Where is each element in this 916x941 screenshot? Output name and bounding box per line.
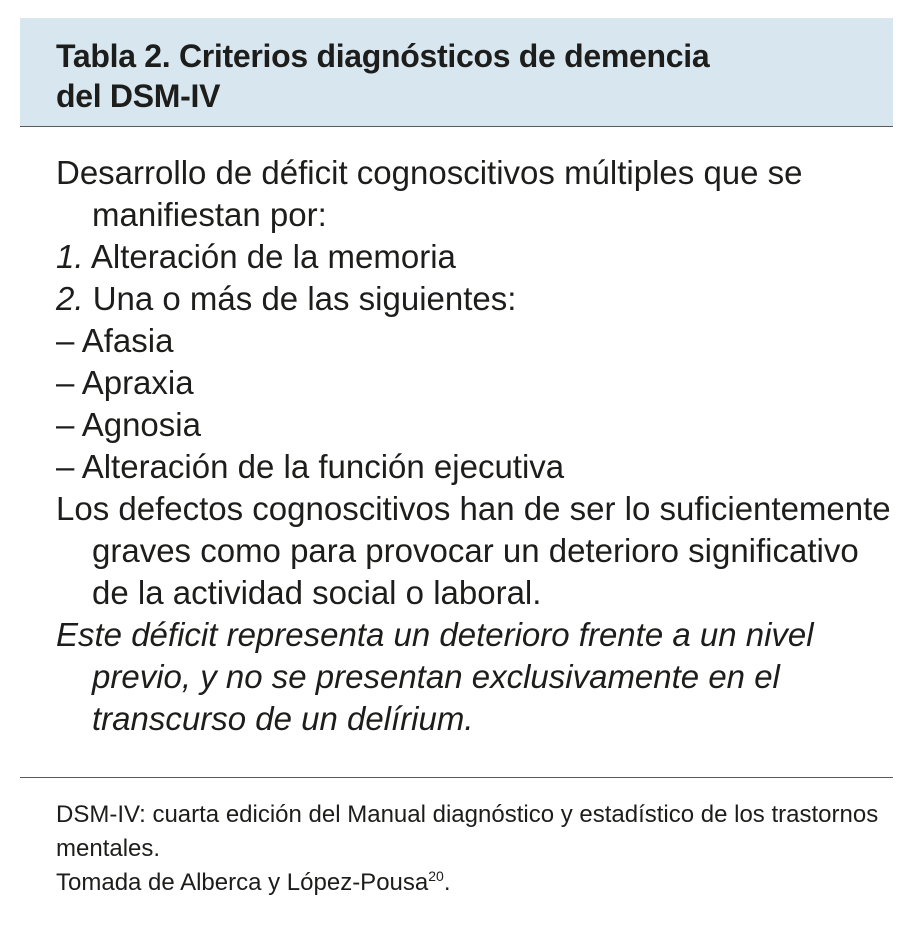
table-title	[56, 36, 856, 116]
abbreviation-note: DSM-IV: cuarta edición del Manual diagnóstico y estadístico de los trastornos mentales.	[56, 801, 879, 862]
source-reference: 20	[428, 868, 444, 884]
table-footnote	[56, 798, 901, 900]
criteria-list	[56, 152, 896, 740]
criterion-2-text: Una o más de las siguientes:	[83, 280, 517, 317]
source-note	[56, 866, 901, 900]
criterion-1-text: Alteración de la memoria	[83, 238, 456, 275]
source-text: Tomada de Alberca y López-Pousa	[56, 869, 429, 896]
criteria-severity: Los defectos cognoscitivos han de ser lo suficientemente graves como para provocar un deterioro significativo de la actividad social o laboral.	[56, 490, 891, 611]
criteria-intro: Desarrollo de déficit cognoscitivos múltiples que se manifiestan por:	[56, 154, 803, 233]
sub-item-executive-function: – Alteración de la función ejecutiva	[56, 448, 565, 485]
sub-item-afasia: – Afasia	[56, 322, 174, 359]
criteria-decline: Este déficit representa un deterioro frente a un nivel previo, y no se presentan exclusivamente en el transcurso de un delírium.	[56, 616, 814, 737]
table-header	[20, 18, 893, 127]
sub-item-apraxia: – Apraxia	[56, 364, 194, 401]
criterion-2-number: 2.	[56, 280, 84, 317]
criterion-1-number: 1.	[56, 238, 84, 275]
table-title-line-1: Tabla 2. Criterios diagnósticos de demencia	[56, 38, 710, 74]
footer-divider	[20, 777, 893, 778]
sub-item-agnosia: – Agnosia	[56, 406, 201, 443]
criterion-1	[56, 236, 896, 278]
table-title-line-2: del DSM-IV	[56, 78, 221, 114]
source-end: .	[443, 869, 451, 896]
criterion-2	[56, 278, 896, 320]
